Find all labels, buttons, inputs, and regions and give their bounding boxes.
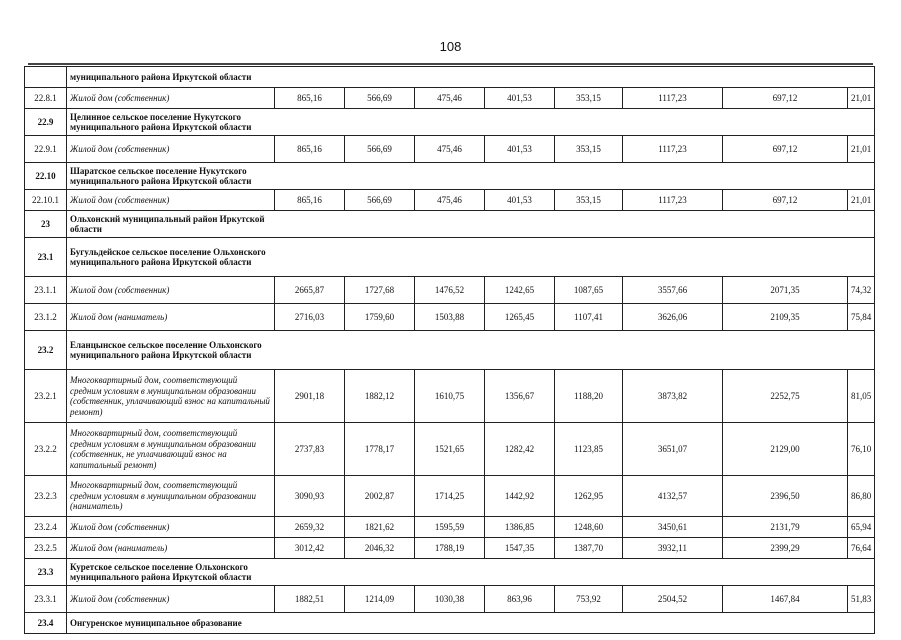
value-cell: 1117,23: [623, 88, 723, 109]
row-code: 23.3: [25, 559, 67, 586]
value-cell: 1214,09: [345, 586, 415, 613]
value-cell: 2901,18: [275, 370, 345, 423]
housing-type: Жилой дом (собственник): [67, 517, 275, 538]
section-row: [25, 559, 875, 586]
housing-type: Жилой дом (собственник): [67, 88, 275, 109]
housing-type: Многоквартирный дом, соответствующий средним условиям в муниципальном образовании (собственник, не уплачивающий взнос на капитальный ремонт): [67, 423, 275, 476]
table-row: [25, 277, 875, 304]
value-cell: 2109,35: [723, 304, 848, 331]
table-row: [25, 476, 875, 517]
value-cell: 401,53: [485, 136, 555, 163]
value-cell: 1030,38: [415, 586, 485, 613]
section-title: Ольхонский муниципальный район Иркутской области: [67, 211, 875, 238]
value-cell: 3557,66: [623, 277, 723, 304]
section-title: Целинное сельское поселение Нукутского муниципального района Иркутской области: [67, 109, 875, 136]
row-code: 23.2.2: [25, 423, 67, 476]
row-code: 23.2.5: [25, 538, 67, 559]
table-row: [25, 538, 875, 559]
value-cell: 1386,85: [485, 517, 555, 538]
value-cell: 2716,03: [275, 304, 345, 331]
value-cell: 2252,75: [723, 370, 848, 423]
table-row: [25, 304, 875, 331]
value-cell: 3450,61: [623, 517, 723, 538]
value-cell: 3651,07: [623, 423, 723, 476]
row-code: [25, 67, 67, 88]
value-cell: 3932,11: [623, 538, 723, 559]
row-code: 23.3.1: [25, 586, 67, 613]
value-cell: 2659,32: [275, 517, 345, 538]
table-row: [25, 586, 875, 613]
value-cell: 76,64: [848, 538, 875, 559]
row-code: 23.4: [25, 613, 67, 634]
value-cell: 2131,79: [723, 517, 848, 538]
value-cell: 3873,82: [623, 370, 723, 423]
value-cell: 1595,59: [415, 517, 485, 538]
row-code: 23.2.1: [25, 370, 67, 423]
value-cell: 2737,83: [275, 423, 345, 476]
value-cell: 1117,23: [623, 136, 723, 163]
value-cell: 1882,12: [345, 370, 415, 423]
value-cell: 2046,32: [345, 538, 415, 559]
value-cell: 863,96: [485, 586, 555, 613]
value-cell: 1387,70: [555, 538, 623, 559]
value-cell: 697,12: [723, 136, 848, 163]
row-code: 22.10.1: [25, 190, 67, 211]
row-code: 23: [25, 211, 67, 238]
section-title: муниципального района Иркутской области: [67, 67, 875, 88]
table-row: [25, 370, 875, 423]
housing-type: Жилой дом (собственник): [67, 136, 275, 163]
row-code: 23.2.4: [25, 517, 67, 538]
value-cell: 1262,95: [555, 476, 623, 517]
housing-type: Жилой дом (наниматель): [67, 538, 275, 559]
value-cell: 74,32: [848, 277, 875, 304]
section-title: Куретское сельское поселение Ольхонского муниципального района Иркутской области: [67, 559, 875, 586]
section-row: [25, 238, 875, 277]
top-rule: [28, 63, 873, 65]
value-cell: 1521,65: [415, 423, 485, 476]
value-cell: 401,53: [485, 88, 555, 109]
row-code: 23.2: [25, 331, 67, 370]
value-cell: 1087,65: [555, 277, 623, 304]
value-cell: 1242,65: [485, 277, 555, 304]
value-cell: 353,15: [555, 136, 623, 163]
value-cell: 1265,45: [485, 304, 555, 331]
value-cell: 1188,20: [555, 370, 623, 423]
value-cell: 4132,57: [623, 476, 723, 517]
value-cell: 1442,92: [485, 476, 555, 517]
value-cell: 697,12: [723, 190, 848, 211]
value-cell: 475,46: [415, 190, 485, 211]
value-cell: 401,53: [485, 190, 555, 211]
section-title: Шаратское сельское поселение Нукутского муниципального района Иркутской области: [67, 163, 875, 190]
value-cell: 753,92: [555, 586, 623, 613]
table-row: [25, 517, 875, 538]
value-cell: 51,83: [848, 586, 875, 613]
value-cell: 1714,25: [415, 476, 485, 517]
value-cell: 21,01: [848, 136, 875, 163]
value-cell: 1117,23: [623, 190, 723, 211]
value-cell: 353,15: [555, 88, 623, 109]
section-row: [25, 109, 875, 136]
value-cell: 1882,51: [275, 586, 345, 613]
value-cell: 21,01: [848, 88, 875, 109]
tariff-table: [24, 66, 875, 634]
row-code: 22.10: [25, 163, 67, 190]
value-cell: 865,16: [275, 88, 345, 109]
value-cell: 2002,87: [345, 476, 415, 517]
value-cell: 566,69: [345, 88, 415, 109]
value-cell: 1356,67: [485, 370, 555, 423]
value-cell: 1107,41: [555, 304, 623, 331]
value-cell: 21,01: [848, 190, 875, 211]
page-number: 108: [439, 39, 462, 54]
value-cell: 865,16: [275, 190, 345, 211]
row-code: 23.1: [25, 238, 67, 277]
row-code: 22.9.1: [25, 136, 67, 163]
row-code: 22.9: [25, 109, 67, 136]
value-cell: 1778,17: [345, 423, 415, 476]
value-cell: 2071,35: [723, 277, 848, 304]
section-title: Онгуренское муниципальное образование: [67, 613, 875, 634]
value-cell: 1476,52: [415, 277, 485, 304]
value-cell: 1503,88: [415, 304, 485, 331]
value-cell: 1248,60: [555, 517, 623, 538]
value-cell: 1467,84: [723, 586, 848, 613]
value-cell: 86,80: [848, 476, 875, 517]
table-row: [25, 190, 875, 211]
value-cell: 2129,00: [723, 423, 848, 476]
row-code: 23.1.1: [25, 277, 67, 304]
section-row: [25, 613, 875, 634]
value-cell: 2396,50: [723, 476, 848, 517]
value-cell: 3090,93: [275, 476, 345, 517]
value-cell: 75,84: [848, 304, 875, 331]
table-row: [25, 423, 875, 476]
section-row: [25, 211, 875, 238]
section-row: [25, 163, 875, 190]
section-row: [25, 331, 875, 370]
value-cell: 1727,68: [345, 277, 415, 304]
value-cell: 475,46: [415, 88, 485, 109]
value-cell: 3012,42: [275, 538, 345, 559]
row-code: 23.1.2: [25, 304, 67, 331]
value-cell: 1788,19: [415, 538, 485, 559]
value-cell: 1123,85: [555, 423, 623, 476]
value-cell: 65,94: [848, 517, 875, 538]
value-cell: 2504,52: [623, 586, 723, 613]
row-code: 23.2.3: [25, 476, 67, 517]
section-title: Бугульдейское сельское поселение Ольхонского муниципального района Иркутской области: [67, 238, 875, 277]
value-cell: 353,15: [555, 190, 623, 211]
housing-type: Многоквартирный дом, соответствующий средним условиям в муниципальном образовании (наниматель): [67, 476, 275, 517]
value-cell: 2399,29: [723, 538, 848, 559]
value-cell: 76,10: [848, 423, 875, 476]
housing-type: Жилой дом (собственник): [67, 190, 275, 211]
value-cell: 865,16: [275, 136, 345, 163]
value-cell: 3626,06: [623, 304, 723, 331]
housing-type: Жилой дом (наниматель): [67, 304, 275, 331]
housing-type: Жилой дом (собственник): [67, 586, 275, 613]
table-row: [25, 136, 875, 163]
section-title: Еланцынское сельское поселение Ольхонского муниципального района Иркутской области: [67, 331, 875, 370]
value-cell: 2665,87: [275, 277, 345, 304]
value-cell: 1547,35: [485, 538, 555, 559]
housing-type: Многоквартирный дом, соответствующий средним условиям в муниципальном образовании (собственник, уплачивающий взнос на капитальный ремонт): [67, 370, 275, 423]
value-cell: 81,05: [848, 370, 875, 423]
value-cell: 697,12: [723, 88, 848, 109]
value-cell: 566,69: [345, 190, 415, 211]
value-cell: 475,46: [415, 136, 485, 163]
value-cell: 1759,60: [345, 304, 415, 331]
section-row: [25, 67, 875, 88]
value-cell: 1610,75: [415, 370, 485, 423]
value-cell: 566,69: [345, 136, 415, 163]
value-cell: 1821,62: [345, 517, 415, 538]
value-cell: 1282,42: [485, 423, 555, 476]
row-code: 22.8.1: [25, 88, 67, 109]
table-row: [25, 88, 875, 109]
housing-type: Жилой дом (собственник): [67, 277, 275, 304]
